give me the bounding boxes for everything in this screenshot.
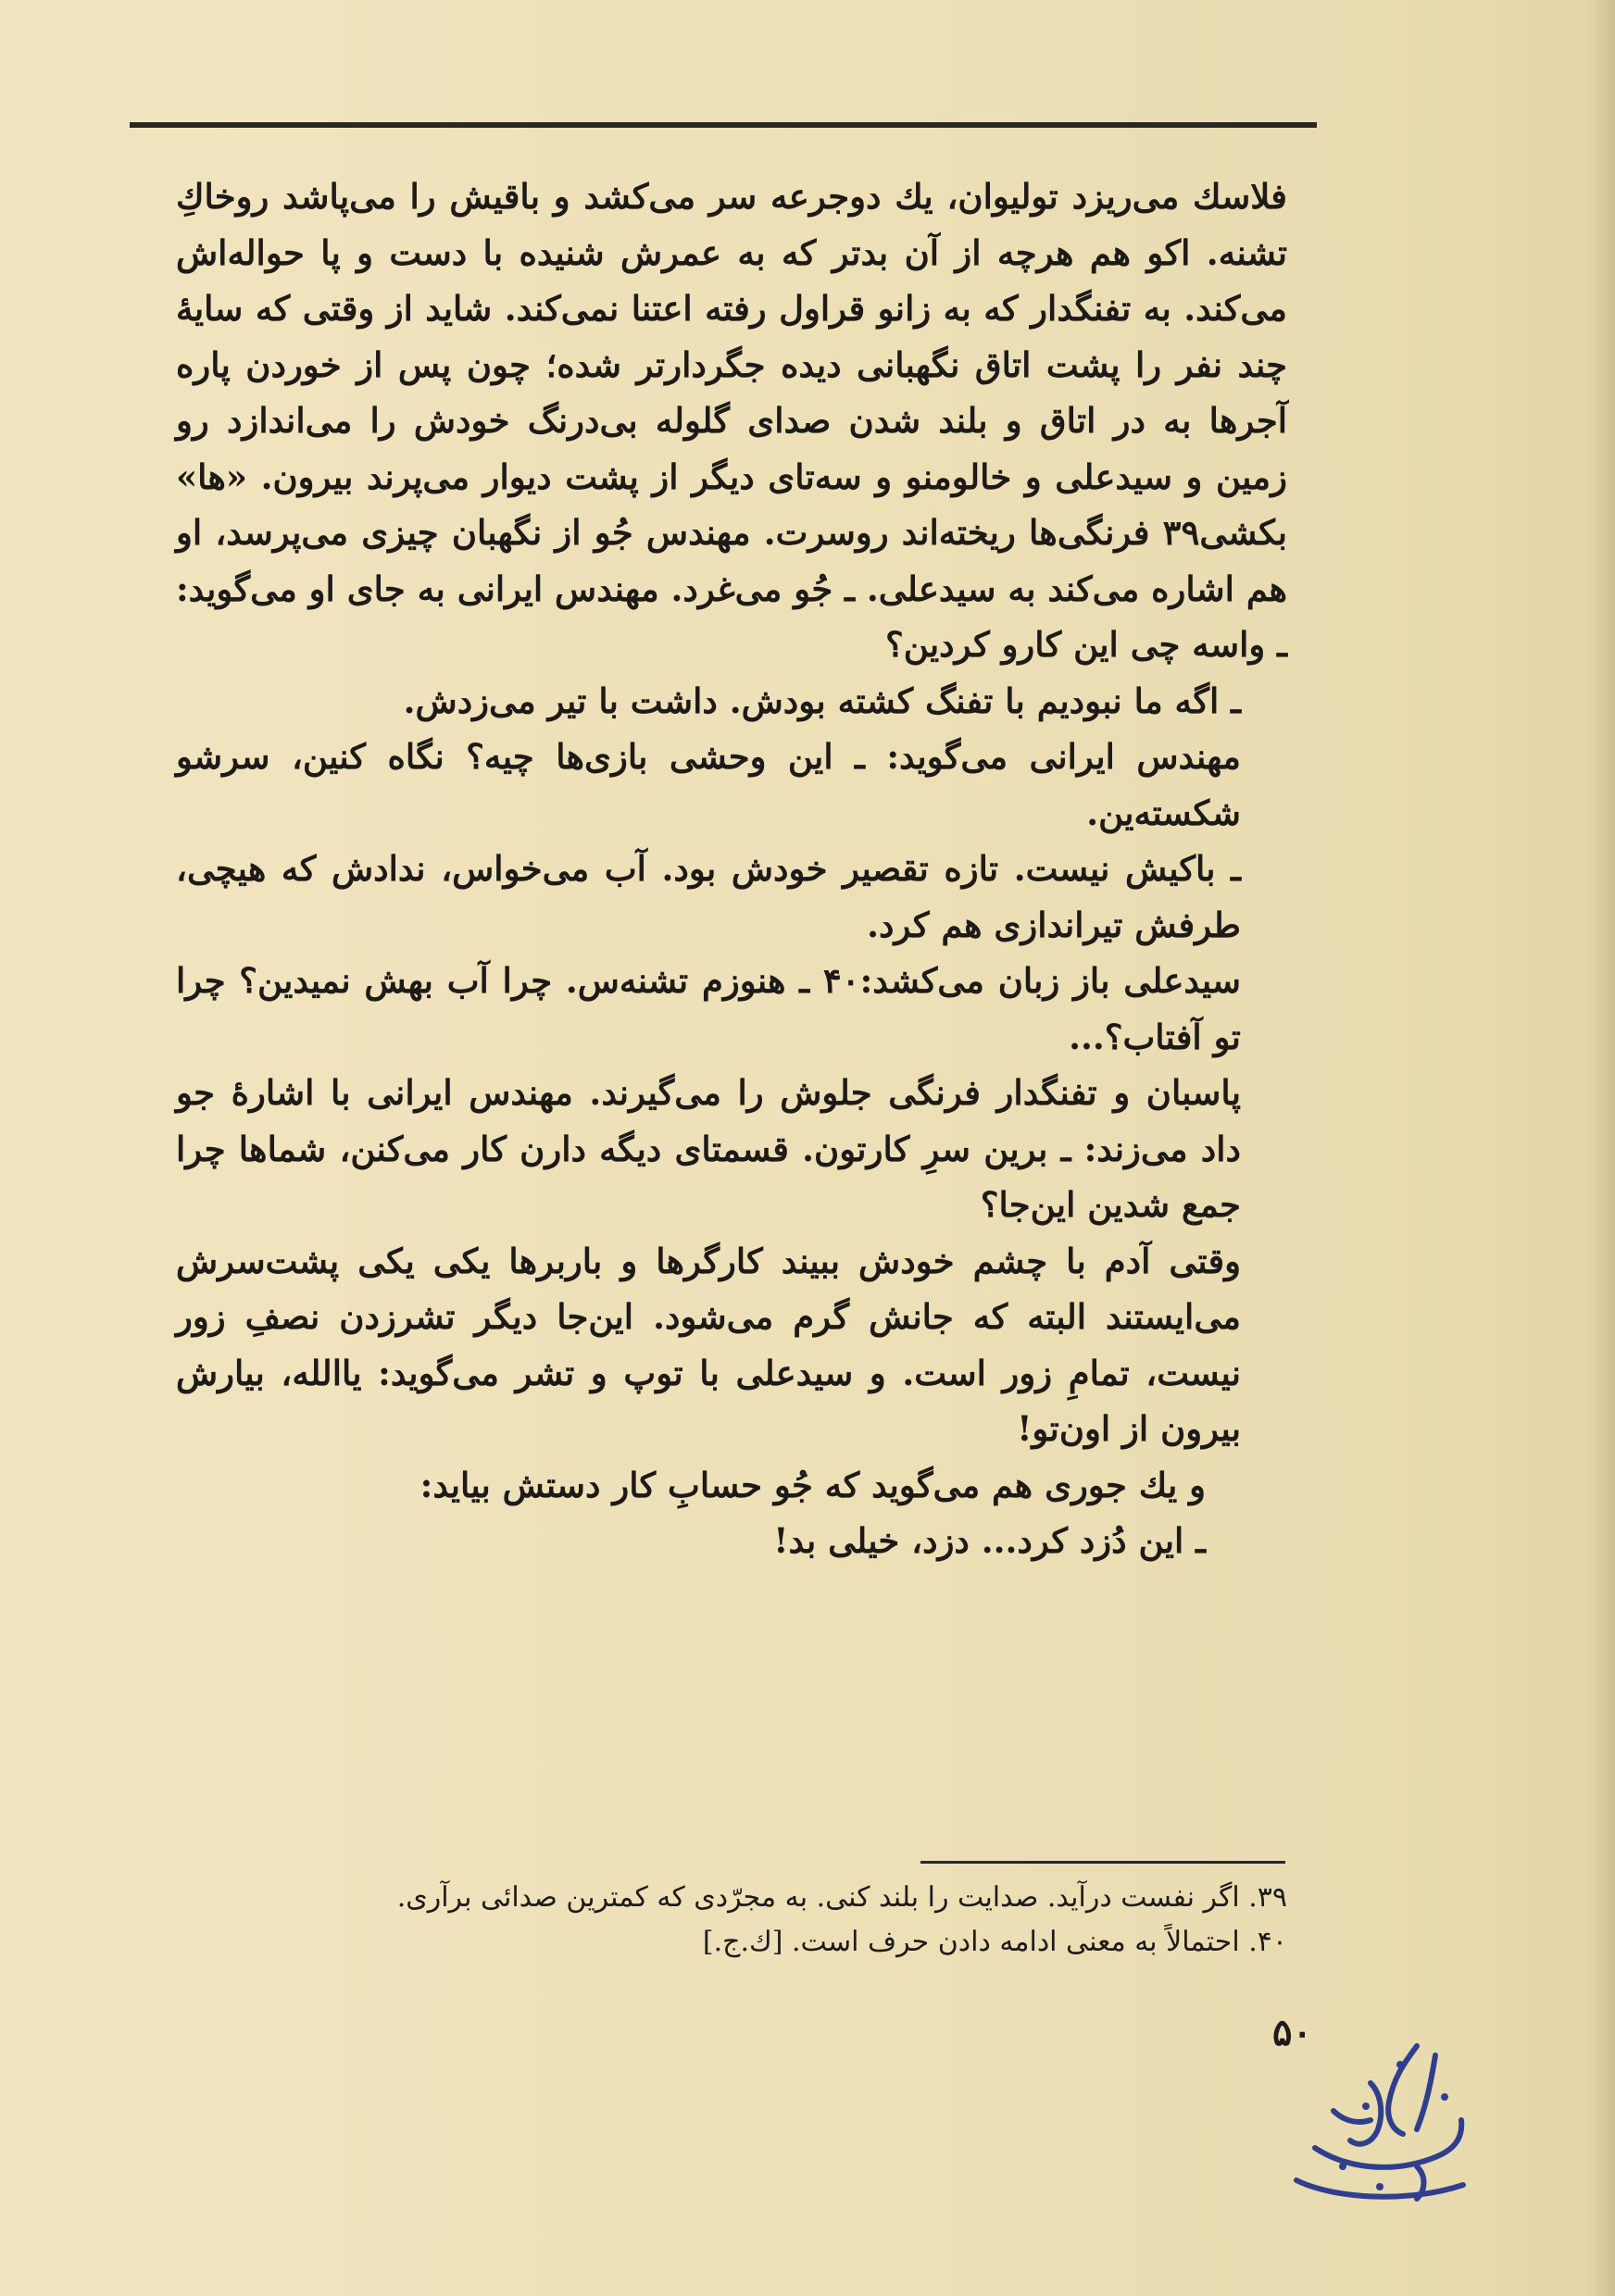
paragraph-9: ـ این دُزد كرد... دزد، خیلی بد! xyxy=(773,1520,1206,1561)
page-edge-shadow xyxy=(1587,0,1615,2296)
top-rule xyxy=(130,122,1317,128)
footnote-40: ۴۰. احتمالاً به معنی ادامه دادن حرف است. [ك.ج.] xyxy=(702,1926,1287,1958)
footnotes xyxy=(176,1876,1287,1965)
paragraph-4: ـ باكیش نیست. تازه تقصیر خودش بود. آب می‌خواس، ندادش كه هیچی، طرفش تیراندازی هم كرد. xyxy=(176,848,1241,945)
body-text xyxy=(176,168,1287,1569)
footnote-39: ۳۹. اگر نفست درآید. صدایت را بلند كنی. به مجرّدی كه كمترین صدائی برآری. xyxy=(396,1881,1287,1914)
paragraph-3: مهندس ایرانی می‌گوید: ـ این وحشی بازی‌ها چیه؟ نگاه كنین، سرشو شكسته‌ین. xyxy=(176,736,1241,833)
footnote-rule xyxy=(920,1861,1285,1864)
paragraph-1: فلاسك می‌ریزد تولیوان، یك دوجرعه سر می‌كشد و باقیش را می‌پاشد روخاكِ تشنه. اكو هم هرچه از آن بدتر كه به عمرش شنیده با دست و پا حواله‌اش می‌كند. به تفنگدار كه به زانو قراول رفته اعتنا نمی‌كند. شاید از وقتی كه سایهٔ چند نفر را پشت اتاق نگهبانی دیده جگردارتر شده؛ چون پس از خوردن پاره آجرها به در اتاق و بلند شدن صدای گلوله بی‌درنگ خودش را می‌اندازد رو زمین و سیدعلی و خالومنو و سه‌تای دیگر از پشت دیوار می‌پرند بیرون. «ها» بكشی۳۹ فرنگی‌ها ریخته‌اند روسرت. مهندس جُو از نگهبان چیزی می‌پرسد، او هم اشاره می‌كند به سیدعلی. ـ جُو می‌غرد. مهندس ایرانی به جای او می‌گوید: ـ واسه چی این كارو كردین؟ xyxy=(176,176,1288,665)
paragraph-5: سیدعلی باز زبان می‌كشد:۴۰ ـ هنوزم تشنه‌س. چرا آب بهش نمیدین؟ چرا تو آفتاب؟... xyxy=(176,960,1241,1057)
paragraph-6: پاسبان و تفنگدار فرنگی جلوش را می‌گیرند. مهندس ایرانی با اشارهٔ جو داد می‌زند: ـ برین سرِ كارتون. قسمتای دیگه دارن كار می‌كنن، شماها چرا جمع شدین این‌جا؟ xyxy=(176,1072,1241,1225)
page-number: ۵۰ xyxy=(1272,2011,1312,2054)
paragraph-7: وقتی آدم با چشم خودش ببیند كارگرها و باربرها یكی یكی پشت‌سرش می‌ایستند البته كه جانش گرم می‌شود. این‌جا دیگر تشرزدن نصفِ زور نیست، تمامِ زور است. و سیدعلی با توپ و تشر می‌گوید: یاالله، بیارش بیرون از اون‌تو! xyxy=(176,1240,1241,1449)
paragraph-8: و یك جوری هم می‌گوید كه جُو حسابِ كار دستش بیاید: xyxy=(419,1464,1206,1505)
library-seal xyxy=(1278,2028,1491,2213)
paragraph-2: ـ اگه ما نبودیم با تفنگ كشته بودش. داشت با تیر می‌زدش. xyxy=(403,680,1241,721)
